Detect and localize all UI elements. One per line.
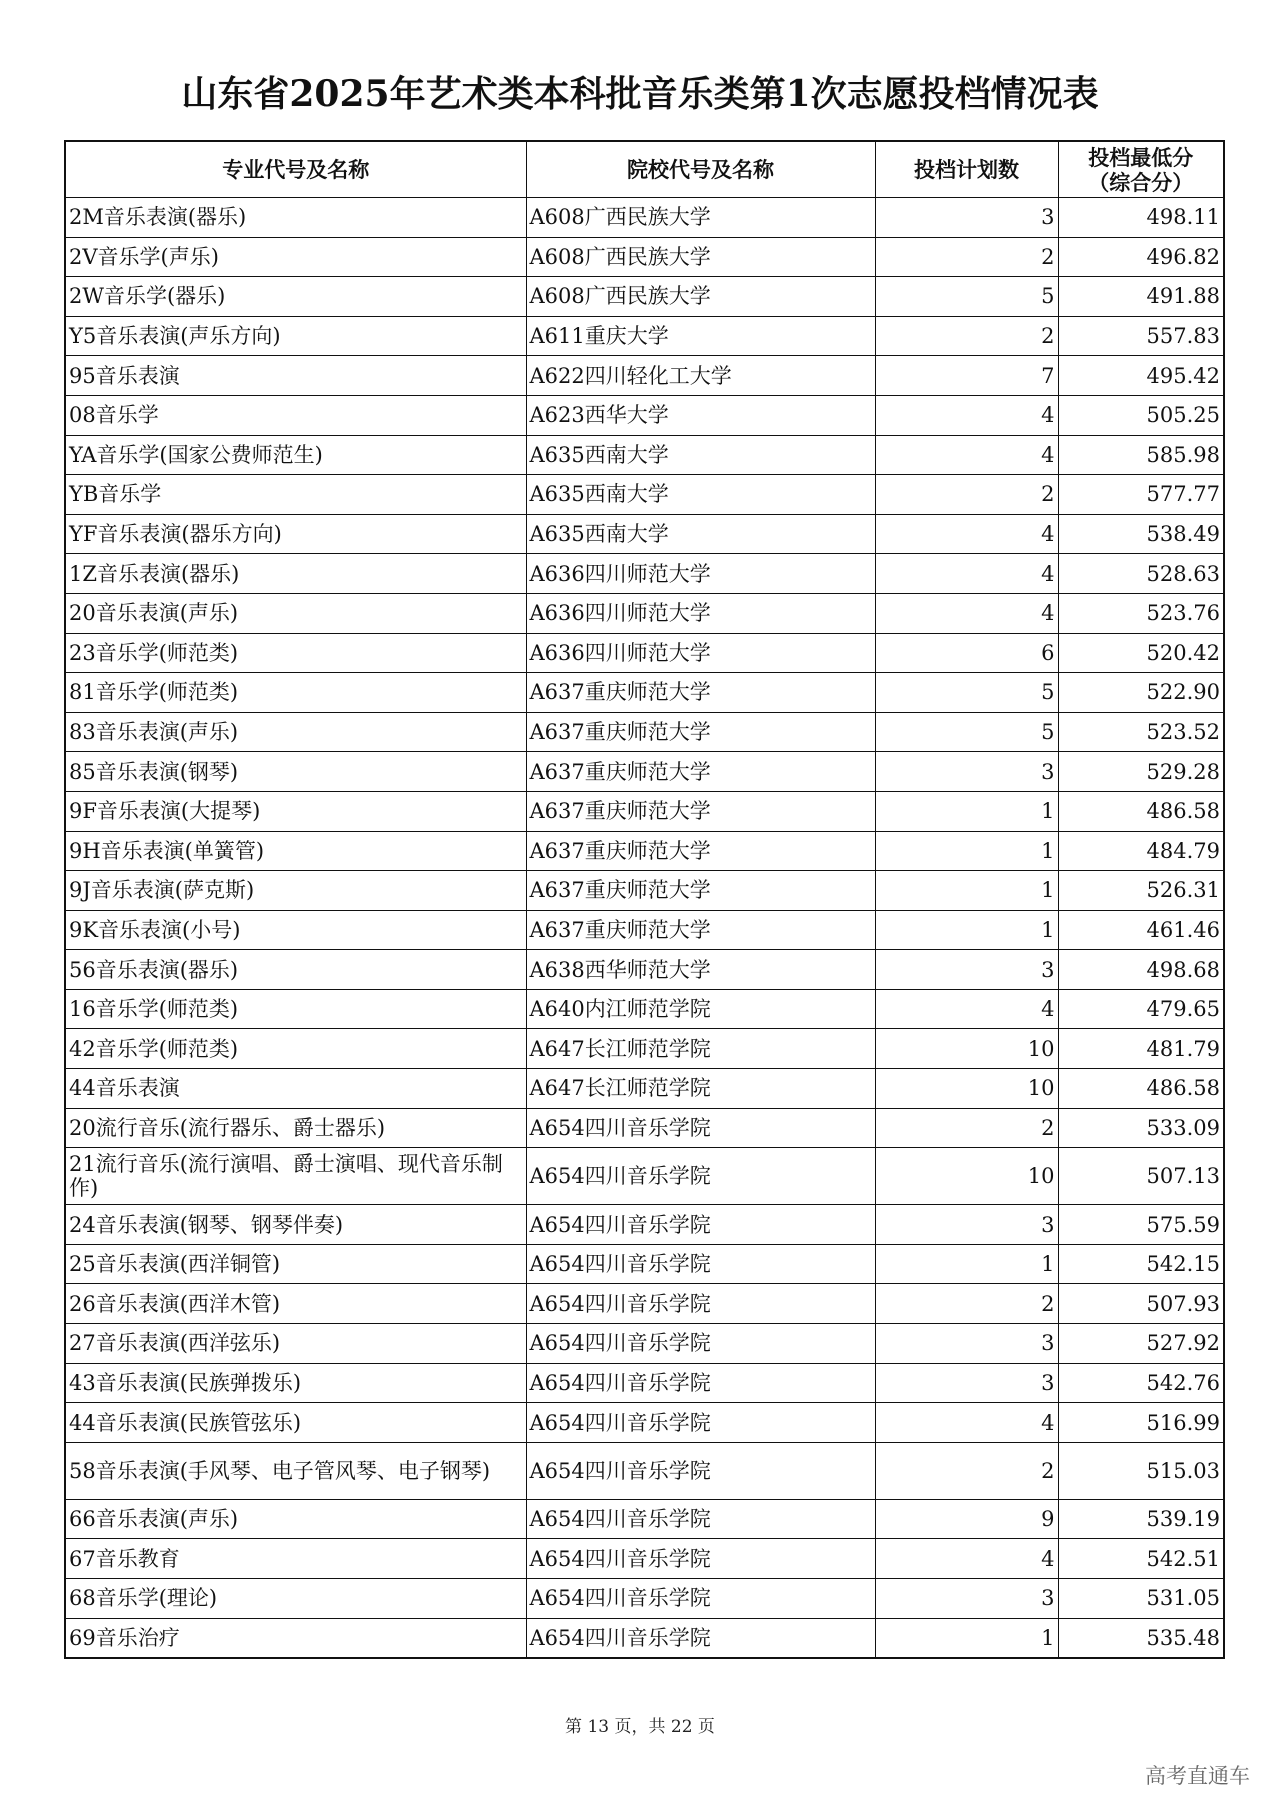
- cell-score: 481.79: [1058, 1029, 1224, 1069]
- cell-plan: 1: [875, 1618, 1058, 1658]
- cell-major: 16音乐学(师范类): [65, 989, 526, 1029]
- cell-major: YF音乐表演(器乐方向): [65, 514, 526, 554]
- cell-plan: 3: [875, 1205, 1058, 1245]
- cell-school: A654四川音乐学院: [526, 1403, 875, 1443]
- cell-plan: 4: [875, 989, 1058, 1029]
- cell-score: 575.59: [1058, 1205, 1224, 1245]
- cell-plan: 2: [875, 475, 1058, 515]
- cell-score: 479.65: [1058, 989, 1224, 1029]
- cell-score: 461.46: [1058, 910, 1224, 950]
- cell-major: 69音乐治疗: [65, 1618, 526, 1658]
- cell-major: 43音乐表演(民族弹拨乐): [65, 1363, 526, 1403]
- table-row: [65, 1363, 1224, 1403]
- table-row: [65, 356, 1224, 396]
- cell-plan: 1: [875, 831, 1058, 871]
- table-row: [65, 395, 1224, 435]
- table-row: [65, 1539, 1224, 1579]
- cell-score: 505.25: [1058, 395, 1224, 435]
- cell-plan: 4: [875, 435, 1058, 475]
- cell-school: A611重庆大学: [526, 316, 875, 356]
- header-score-line1: 投档最低分: [1088, 144, 1194, 170]
- cell-major: 20音乐表演(声乐): [65, 593, 526, 633]
- cell-plan: 4: [875, 554, 1058, 594]
- cell-school: A636四川师范大学: [526, 593, 875, 633]
- table-row: [65, 237, 1224, 277]
- cell-score: 522.90: [1058, 673, 1224, 713]
- table-row: [65, 1499, 1224, 1539]
- cell-school: A635西南大学: [526, 514, 875, 554]
- cell-school: A637重庆师范大学: [526, 712, 875, 752]
- cell-school: A654四川音乐学院: [526, 1442, 875, 1499]
- cell-school: A637重庆师范大学: [526, 831, 875, 871]
- cell-school: A637重庆师范大学: [526, 673, 875, 713]
- cell-plan: 9: [875, 1499, 1058, 1539]
- table-row: [65, 1579, 1224, 1619]
- cell-score: 520.42: [1058, 633, 1224, 673]
- header-score: [1058, 141, 1224, 198]
- admission-table: [64, 140, 1225, 1659]
- table-row: [65, 1324, 1224, 1364]
- table-row: [65, 673, 1224, 713]
- header-plan: 投档计划数: [875, 141, 1058, 198]
- cell-score: 486.58: [1058, 791, 1224, 831]
- cell-plan: 1: [875, 1244, 1058, 1284]
- cell-plan: 10: [875, 1029, 1058, 1069]
- cell-school: A647长江师范学院: [526, 1029, 875, 1069]
- cell-major: 26音乐表演(西洋木管): [65, 1284, 526, 1324]
- cell-major: 85音乐表演(钢琴): [65, 752, 526, 792]
- cell-score: 507.93: [1058, 1284, 1224, 1324]
- cell-school: A608广西民族大学: [526, 277, 875, 317]
- cell-school: A608广西民族大学: [526, 198, 875, 238]
- table-row: [65, 1442, 1224, 1499]
- cell-score: 526.31: [1058, 871, 1224, 911]
- cell-major: 23音乐学(师范类): [65, 633, 526, 673]
- cell-major: 44音乐表演(民族管弦乐): [65, 1403, 526, 1443]
- cell-plan: 2: [875, 1284, 1058, 1324]
- table-header-row: [65, 141, 1224, 198]
- table-row: [65, 593, 1224, 633]
- cell-score: 486.58: [1058, 1069, 1224, 1109]
- cell-plan: 10: [875, 1148, 1058, 1205]
- table-row: [65, 1244, 1224, 1284]
- cell-score: 491.88: [1058, 277, 1224, 317]
- cell-major: 24音乐表演(钢琴、钢琴伴奏): [65, 1205, 526, 1245]
- table-row: [65, 198, 1224, 238]
- cell-school: A654四川音乐学院: [526, 1205, 875, 1245]
- cell-school: A635西南大学: [526, 475, 875, 515]
- cell-plan: 2: [875, 1108, 1058, 1148]
- cell-score: 542.76: [1058, 1363, 1224, 1403]
- cell-major: 83音乐表演(声乐): [65, 712, 526, 752]
- cell-score: 542.51: [1058, 1539, 1224, 1579]
- table-row: [65, 475, 1224, 515]
- cell-score: 529.28: [1058, 752, 1224, 792]
- cell-score: 539.19: [1058, 1499, 1224, 1539]
- cell-score: 538.49: [1058, 514, 1224, 554]
- cell-school: A654四川音乐学院: [526, 1148, 875, 1205]
- table-row: [65, 1108, 1224, 1148]
- cell-major: YB音乐学: [65, 475, 526, 515]
- cell-school: A637重庆师范大学: [526, 791, 875, 831]
- cell-school: A654四川音乐学院: [526, 1244, 875, 1284]
- cell-score: 515.03: [1058, 1442, 1224, 1499]
- cell-major: 2V音乐学(声乐): [65, 237, 526, 277]
- cell-score: 528.63: [1058, 554, 1224, 594]
- cell-school: A654四川音乐学院: [526, 1539, 875, 1579]
- table-row: [65, 1403, 1224, 1443]
- table-row: [65, 1148, 1224, 1205]
- cell-major: 9J音乐表演(萨克斯): [65, 871, 526, 911]
- cell-score: 516.99: [1058, 1403, 1224, 1443]
- cell-score: 498.68: [1058, 950, 1224, 990]
- cell-score: 507.13: [1058, 1148, 1224, 1205]
- cell-score: 523.76: [1058, 593, 1224, 633]
- cell-score: 523.52: [1058, 712, 1224, 752]
- cell-score: 498.11: [1058, 198, 1224, 238]
- cell-plan: 3: [875, 1324, 1058, 1364]
- cell-score: 577.77: [1058, 475, 1224, 515]
- cell-school: A654四川音乐学院: [526, 1499, 875, 1539]
- table-row: [65, 910, 1224, 950]
- cell-plan: 2: [875, 316, 1058, 356]
- cell-school: A635西南大学: [526, 435, 875, 475]
- cell-major: 58音乐表演(手风琴、电子管风琴、电子钢琴): [65, 1442, 526, 1499]
- cell-plan: 7: [875, 356, 1058, 396]
- cell-plan: 1: [875, 910, 1058, 950]
- cell-plan: 3: [875, 950, 1058, 990]
- cell-school: A637重庆师范大学: [526, 752, 875, 792]
- cell-score: 495.42: [1058, 356, 1224, 396]
- cell-major: 9H音乐表演(单簧管): [65, 831, 526, 871]
- table-row: [65, 554, 1224, 594]
- cell-plan: 3: [875, 1363, 1058, 1403]
- cell-score: 542.15: [1058, 1244, 1224, 1284]
- cell-major: 1Z音乐表演(器乐): [65, 554, 526, 594]
- table-row: [65, 277, 1224, 317]
- cell-score: 557.83: [1058, 316, 1224, 356]
- table-row: [65, 712, 1224, 752]
- table-row: [65, 871, 1224, 911]
- watermark: 高考直通车: [1145, 1764, 1250, 1788]
- cell-school: A654四川音乐学院: [526, 1108, 875, 1148]
- table-row: [65, 752, 1224, 792]
- cell-major: 20流行音乐(流行器乐、爵士器乐): [65, 1108, 526, 1148]
- header-major: 专业代号及名称: [65, 141, 526, 198]
- table-row: [65, 831, 1224, 871]
- cell-school: A654四川音乐学院: [526, 1324, 875, 1364]
- cell-plan: 4: [875, 395, 1058, 435]
- table-body: [65, 198, 1224, 1659]
- cell-plan: 4: [875, 514, 1058, 554]
- cell-school: A654四川音乐学院: [526, 1618, 875, 1658]
- page-title: 山东省2025年艺术类本科批音乐类第1次志愿投档情况表: [181, 73, 1099, 115]
- cell-school: A654四川音乐学院: [526, 1284, 875, 1324]
- cell-major: 27音乐表演(西洋弦乐): [65, 1324, 526, 1364]
- cell-plan: 4: [875, 1403, 1058, 1443]
- table-row: [65, 316, 1224, 356]
- cell-plan: 3: [875, 752, 1058, 792]
- cell-plan: 6: [875, 633, 1058, 673]
- cell-plan: 5: [875, 712, 1058, 752]
- cell-major: 95音乐表演: [65, 356, 526, 396]
- cell-school: A608广西民族大学: [526, 237, 875, 277]
- cell-major: 81音乐学(师范类): [65, 673, 526, 713]
- cell-major: 42音乐学(师范类): [65, 1029, 526, 1069]
- cell-plan: 3: [875, 198, 1058, 238]
- cell-major: 56音乐表演(器乐): [65, 950, 526, 990]
- cell-school: A640内江师范学院: [526, 989, 875, 1029]
- cell-plan: 4: [875, 1539, 1058, 1579]
- cell-major: YA音乐学(国家公费师范生): [65, 435, 526, 475]
- cell-major: 67音乐教育: [65, 1539, 526, 1579]
- cell-score: 533.09: [1058, 1108, 1224, 1148]
- table-row: [65, 989, 1224, 1029]
- cell-school: A623西华大学: [526, 395, 875, 435]
- cell-major: Y5音乐表演(声乐方向): [65, 316, 526, 356]
- cell-major: 2M音乐表演(器乐): [65, 198, 526, 238]
- cell-major: 21流行音乐(流行演唱、爵士演唱、现代音乐制作): [65, 1148, 526, 1205]
- table-row: [65, 791, 1224, 831]
- table-row: [65, 435, 1224, 475]
- cell-major: 44音乐表演: [65, 1069, 526, 1109]
- cell-school: A647长江师范学院: [526, 1069, 875, 1109]
- cell-major: 25音乐表演(西洋铜管): [65, 1244, 526, 1284]
- cell-school: A637重庆师范大学: [526, 910, 875, 950]
- cell-major: 66音乐表演(声乐): [65, 1499, 526, 1539]
- cell-plan: 3: [875, 1579, 1058, 1619]
- cell-score: 484.79: [1058, 831, 1224, 871]
- cell-school: A654四川音乐学院: [526, 1579, 875, 1619]
- table-row: [65, 1284, 1224, 1324]
- cell-score: 527.92: [1058, 1324, 1224, 1364]
- cell-plan: 1: [875, 871, 1058, 911]
- cell-score: 585.98: [1058, 435, 1224, 475]
- table-row: [65, 514, 1224, 554]
- cell-major: 9F音乐表演(大提琴): [65, 791, 526, 831]
- cell-plan: 5: [875, 277, 1058, 317]
- page-number: 第 13 页，共 22 页: [565, 1717, 715, 1737]
- header-score-line2: （综合分）: [1088, 169, 1194, 195]
- cell-school: A636四川师范大学: [526, 554, 875, 594]
- cell-plan: 10: [875, 1069, 1058, 1109]
- cell-major: 9K音乐表演(小号): [65, 910, 526, 950]
- cell-score: 496.82: [1058, 237, 1224, 277]
- table-row: [65, 1618, 1224, 1658]
- cell-school: A638西华师范大学: [526, 950, 875, 990]
- cell-major: 68音乐学(理论): [65, 1579, 526, 1619]
- table-row: [65, 950, 1224, 990]
- cell-score: 535.48: [1058, 1618, 1224, 1658]
- header-school: 院校代号及名称: [526, 141, 875, 198]
- cell-plan: 5: [875, 673, 1058, 713]
- cell-school: A636四川师范大学: [526, 633, 875, 673]
- table-row: [65, 633, 1224, 673]
- table-row: [65, 1029, 1224, 1069]
- cell-major: 2W音乐学(器乐): [65, 277, 526, 317]
- cell-plan: 1: [875, 791, 1058, 831]
- cell-school: A622四川轻化工大学: [526, 356, 875, 396]
- cell-school: A654四川音乐学院: [526, 1363, 875, 1403]
- cell-plan: 4: [875, 593, 1058, 633]
- cell-school: A637重庆师范大学: [526, 871, 875, 911]
- cell-plan: 2: [875, 237, 1058, 277]
- cell-score: 531.05: [1058, 1579, 1224, 1619]
- table-row: [65, 1069, 1224, 1109]
- table-row: [65, 1205, 1224, 1245]
- cell-major: 08音乐学: [65, 395, 526, 435]
- cell-plan: 2: [875, 1442, 1058, 1499]
